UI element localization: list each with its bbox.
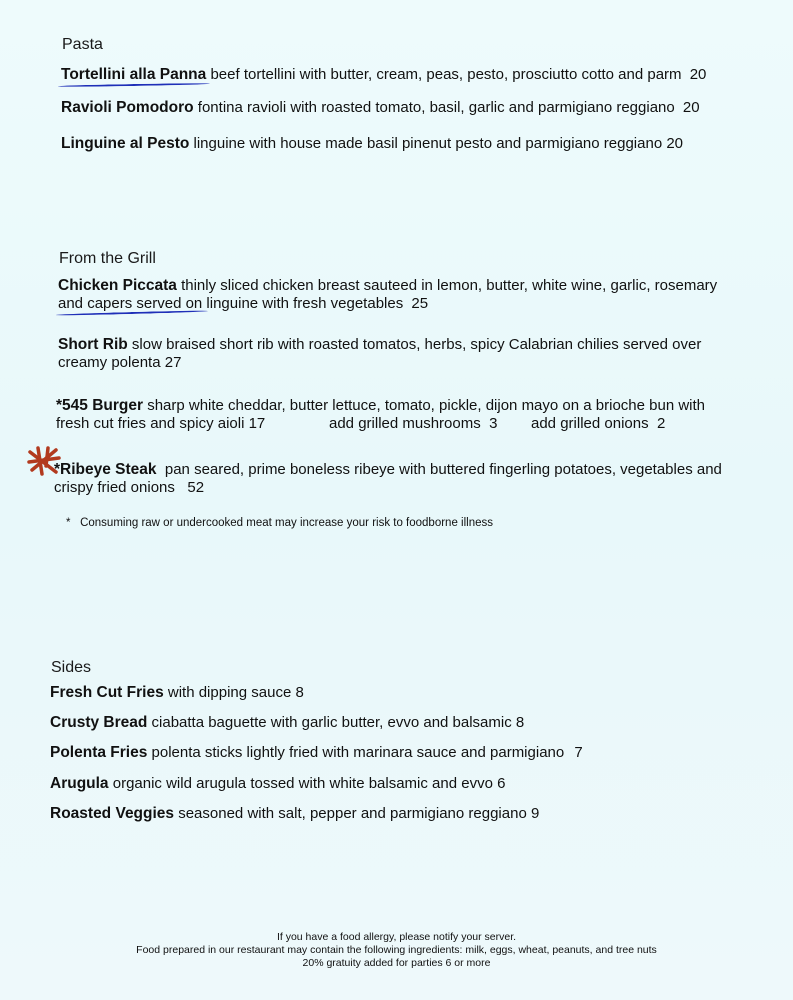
item-desc: polenta sticks lightly fried with marinara sauce and parmigiano — [151, 744, 565, 761]
menu-item-linguine — [61, 135, 683, 153]
menu-item-tortellini — [61, 66, 706, 84]
item-name: Tortellini alla Panna — [61, 66, 207, 83]
menu-item-burger — [56, 397, 766, 433]
footer-line-gratuity: 20% gratuity added for parties 6 or more — [302, 957, 491, 969]
item-name: Short Rib — [58, 336, 128, 353]
item-desc: ciabatta baguette with garlic butter, evvo and balsamic — [151, 714, 512, 731]
raw-meat-warning: * Consuming raw or undercooked meat may increase your risk to foodborne illness — [66, 517, 493, 529]
item-price: 20 — [689, 66, 707, 83]
menu-item-crusty-bread — [50, 714, 524, 732]
item-price: 8 — [515, 714, 525, 731]
menu-item-polenta-fries — [50, 744, 583, 762]
item-price: 20 — [682, 99, 700, 116]
item-name: Roasted Veggies — [50, 805, 175, 822]
item-desc-line1: pan seared, prime boneless ribeye with buttered fingerling potatoes, vegetables and — [164, 461, 722, 478]
item-desc: with dipping sauce — [167, 684, 292, 701]
item-desc-line1: slow braised short rib with roasted tomatos, herbs, spicy Calabrian chilies served over — [131, 336, 702, 353]
item-desc-line2: creamy polenta — [58, 354, 161, 371]
item-price: 17 — [248, 415, 266, 432]
footer-line-ingredients: Food prepared in our restaurant may contain the following ingredients: milk, eggs, wheat, peanuts, and tree nuts — [136, 944, 657, 956]
item-price: 8 — [295, 684, 304, 701]
item-name: Ravioli Pomodoro — [61, 99, 194, 116]
menu-item-chicken-piccata — [58, 277, 758, 313]
item-price: 25 — [411, 295, 429, 312]
sides-section-title: Sides — [51, 659, 92, 676]
menu-item-short-rib — [58, 336, 758, 372]
item-desc: beef tortellini with butter, cream, peas, pesto, prosciutto cotto and parm — [210, 66, 682, 83]
item-price: 9 — [530, 805, 540, 822]
item-desc-line2: fresh cut fries and spicy aioli — [56, 415, 245, 432]
item-price: 52 — [187, 479, 205, 496]
addon-mushrooms: add grilled mushrooms 3 — [329, 415, 498, 432]
item-name: Arugula — [50, 775, 109, 792]
allergy-footer — [0, 931, 793, 970]
item-price: 27 — [164, 354, 182, 371]
item-name: *Ribeye Steak — [54, 461, 157, 478]
pasta-section-title: Pasta — [62, 36, 103, 53]
item-desc: linguine with house made basil pinenut pesto and parmigiano reggiano — [193, 135, 663, 152]
item-name: Fresh Cut Fries — [50, 684, 164, 701]
item-desc: organic wild arugula tossed with white balsamic and evvo — [112, 775, 493, 792]
grill-section-title: From the Grill — [59, 250, 156, 267]
item-price: 7 — [574, 744, 583, 761]
item-price: 6 — [497, 775, 506, 792]
item-desc-line1: sharp white cheddar, butter lettuce, tomato, pickle, dijon mayo on a brioche bun with — [147, 397, 706, 414]
item-name: *545 Burger — [56, 397, 144, 414]
menu-item-fries — [50, 684, 304, 702]
menu-item-arugula — [50, 775, 505, 793]
footer-line-allergy: If you have a food allergy, please notify your server. — [276, 931, 517, 943]
addon-onions: add grilled onions 2 — [531, 415, 666, 432]
item-desc: seasoned with salt, pepper and parmigiano reggiano — [178, 805, 527, 822]
item-name: Crusty Bread — [50, 714, 148, 731]
item-desc-line1: thinly sliced chicken breast sauteed in lemon, butter, white wine, garlic, rosemary — [181, 277, 718, 294]
menu-item-roasted-veggies — [50, 805, 539, 823]
menu-item-ravioli — [61, 99, 700, 117]
item-name: Linguine al Pesto — [61, 135, 190, 152]
item-desc-line2: crispy fried onions — [54, 479, 175, 496]
menu-item-ribeye — [54, 461, 766, 497]
bleed-through-text — [590, 0, 605, 69]
item-desc: fontina ravioli with roasted tomato, basil, garlic and parmigiano reggiano — [197, 99, 675, 116]
item-name: Polenta Fries — [50, 744, 148, 761]
item-price: 20 — [666, 135, 684, 152]
item-desc-line2: and capers served on linguine with fresh vegetables — [58, 295, 404, 312]
item-name: Chicken Piccata — [58, 277, 177, 294]
